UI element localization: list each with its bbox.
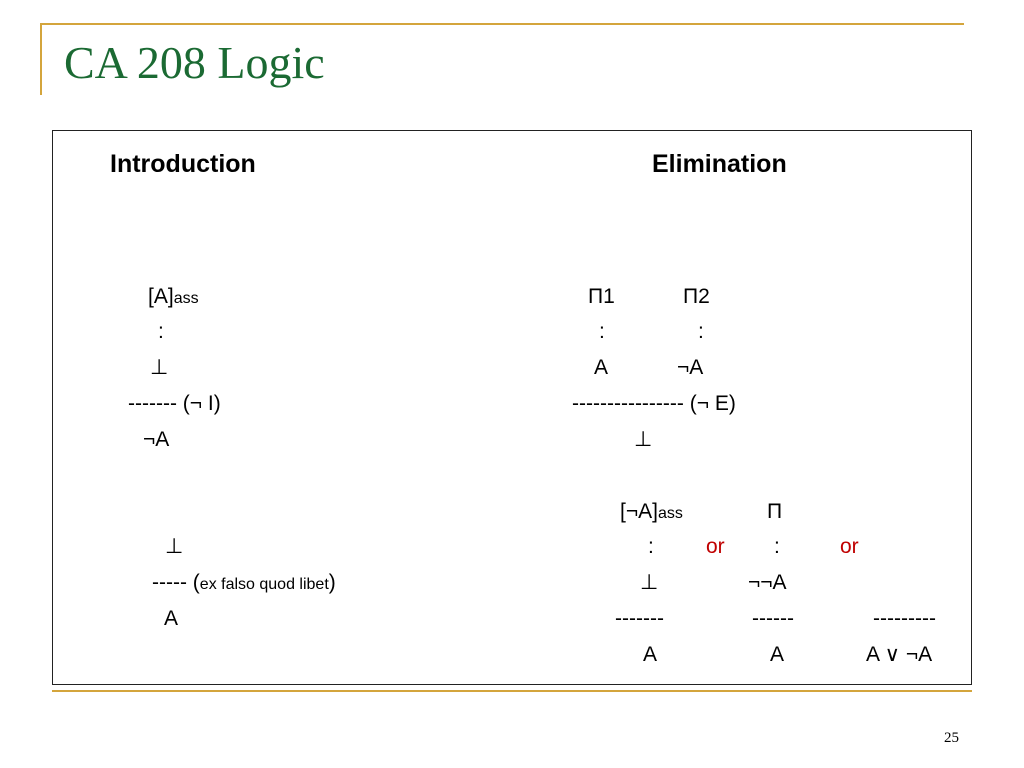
neg-intro-rule-line: ------- (¬ I) <box>128 392 221 415</box>
raa-assumption <box>620 501 683 522</box>
intro-assumption <box>148 286 199 307</box>
elim-pi1: Π1 <box>588 285 615 308</box>
efq-dashes: ----- ( <box>152 571 200 594</box>
lem-conclusion: A ∨ ¬A <box>866 643 933 666</box>
elim-premise-a: A <box>594 356 609 379</box>
neg-intro-conclusion: ¬A <box>143 428 170 451</box>
efq-rule-line <box>152 572 336 593</box>
raa-conclusion: A <box>643 643 658 666</box>
elim-colon-right: : <box>698 320 704 343</box>
lem-rule-line: --------- <box>873 607 936 630</box>
intro-assumption-tag: ass <box>173 290 199 307</box>
raa-assumption-formula: [¬A] <box>620 500 658 523</box>
efq-bottom-symbol: ⊥ <box>165 535 184 558</box>
elim-colon-left: : <box>599 320 605 343</box>
double-negation-premise: ¬¬A <box>748 571 787 594</box>
introduction-header: Introduction <box>110 150 256 178</box>
footer-accent-line <box>52 690 972 692</box>
dn-rule-line: ------ <box>752 607 794 630</box>
elim-premise-not-a: ¬A <box>677 356 704 379</box>
neg-elim-rule-line: ---------------- (¬ E) <box>572 392 736 415</box>
left-accent-line <box>40 23 42 95</box>
raa-pi: Π <box>767 500 783 523</box>
efq-conclusion: A <box>164 607 179 630</box>
dn-conclusion: A <box>770 643 785 666</box>
slide-title: CA 208 Logic <box>64 37 325 88</box>
top-accent-line <box>40 23 964 25</box>
efq-close-paren: ) <box>328 571 336 594</box>
raa-colon-left: : <box>648 535 654 558</box>
or-label-2: or <box>840 535 859 558</box>
elimination-header: Elimination <box>652 150 787 178</box>
intro-assumption-formula: [A] <box>148 285 174 308</box>
intro-derivation-colon: : <box>158 320 164 343</box>
raa-assumption-tag: ass <box>657 505 683 522</box>
page-number: 25 <box>944 730 959 746</box>
raa-colon-right: : <box>774 535 780 558</box>
or-label-1: or <box>706 535 725 558</box>
elim-pi2: Π2 <box>683 285 710 308</box>
raa-bottom: ⊥ <box>640 571 659 594</box>
intro-bottom-symbol: ⊥ <box>150 356 169 379</box>
neg-elim-bottom: ⊥ <box>634 428 653 451</box>
efq-label: ex falso quod libet <box>199 576 329 593</box>
raa-rule-line: ------- <box>615 607 664 630</box>
